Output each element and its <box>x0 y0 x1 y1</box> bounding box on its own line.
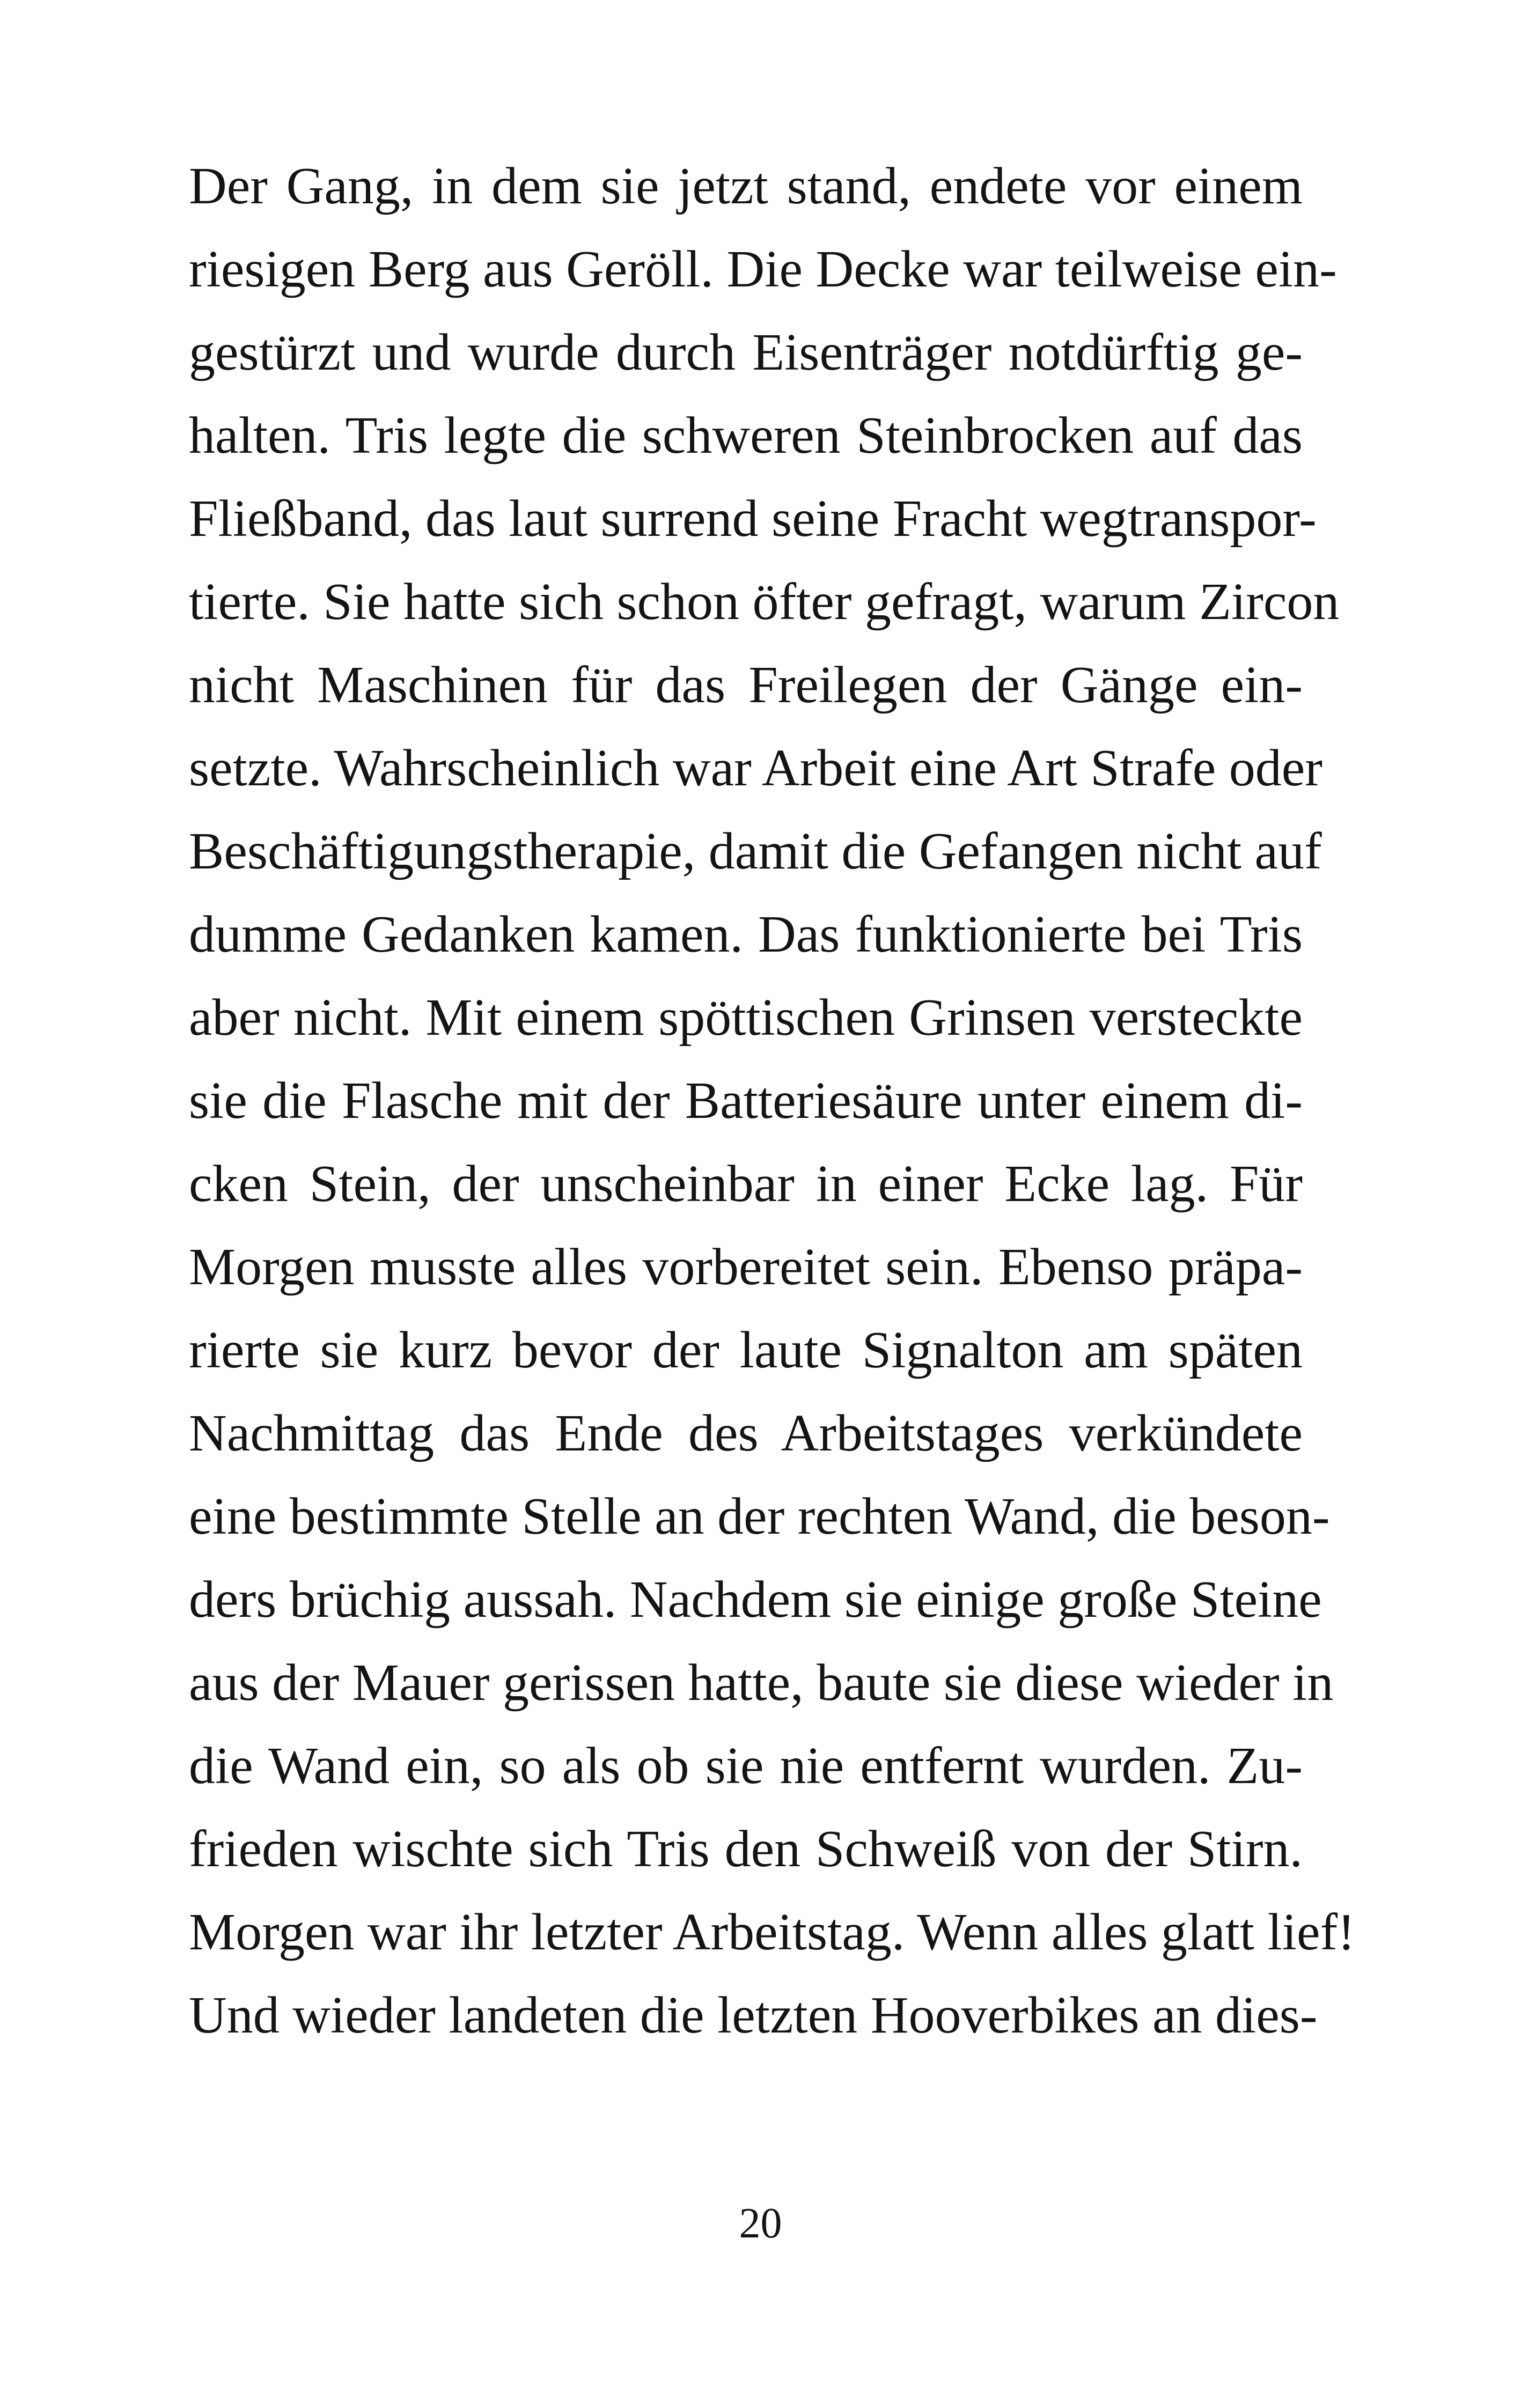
text-line: Der Gang, in dem sie jetzt stand, endete vor einem <box>189 157 1303 215</box>
text-line: Morgen musste alles vorbereitet sein. Ebenso präpa- <box>189 1238 1303 1296</box>
text-line: sie die Flasche mit der Batteriesäure unter einem di- <box>189 1072 1303 1130</box>
text-line: dumme Gedanken kamen. Das funktionierte bei Tris <box>189 905 1303 963</box>
page-number: 20 <box>739 2200 782 2247</box>
text-line: eine bestimmte Stelle an der rechten Wand, die beson- <box>189 1487 1330 1545</box>
text-line: frieden wischte sich Tris den Schweiß von der Stirn. <box>189 1820 1303 1878</box>
text-line: Fließband, das laut surrend seine Fracht wegtranspor- <box>189 490 1317 548</box>
text-line: aus der Mauer gerissen hatte, baute sie diese wieder in <box>189 1654 1334 1712</box>
text-line: Beschäftigungstherapie, damit die Gefangen nicht auf <box>189 822 1322 880</box>
text-line: Nachmittag das Ende des Arbeitstages verkündete <box>189 1404 1303 1462</box>
body-text <box>189 145 1355 2057</box>
text-line: nicht Maschinen für das Freilegen der Gänge ein- <box>189 656 1303 714</box>
text-line: riesigen Berg aus Geröll. Die Decke war teilweise ein- <box>189 240 1337 298</box>
text-line: rierte sie kurz bevor der laute Signalton am späten <box>189 1321 1303 1379</box>
text-line: setzte. Wahrscheinlich war Arbeit eine Art Strafe oder <box>189 739 1322 797</box>
text-line: ders brüchig aussah. Nachdem sie einige große Steine <box>189 1571 1322 1629</box>
text-line: die Wand ein, so als ob sie nie entfernt wurden. Zu- <box>189 1737 1303 1795</box>
text-line: Morgen war ihr letzter Arbeitstag. Wenn alles glatt lief! <box>189 1903 1355 1961</box>
text-line: halten. Tris legte die schweren Steinbrocken auf das <box>189 407 1303 465</box>
text-line: gestürzt und wurde durch Eisenträger notdürftig ge- <box>189 323 1303 381</box>
text-line: Und wieder landeten die letzten Hooverbikes an dies- <box>189 1986 1318 2044</box>
text-line: tierte. Sie hatte sich schon öfter gefragt, warum Zircon <box>189 573 1340 631</box>
text-line: cken Stein, der unscheinbar in einer Ecke lag. Für <box>189 1155 1303 1213</box>
text-line: aber nicht. Mit einem spöttischen Grinsen versteckte <box>189 989 1303 1047</box>
